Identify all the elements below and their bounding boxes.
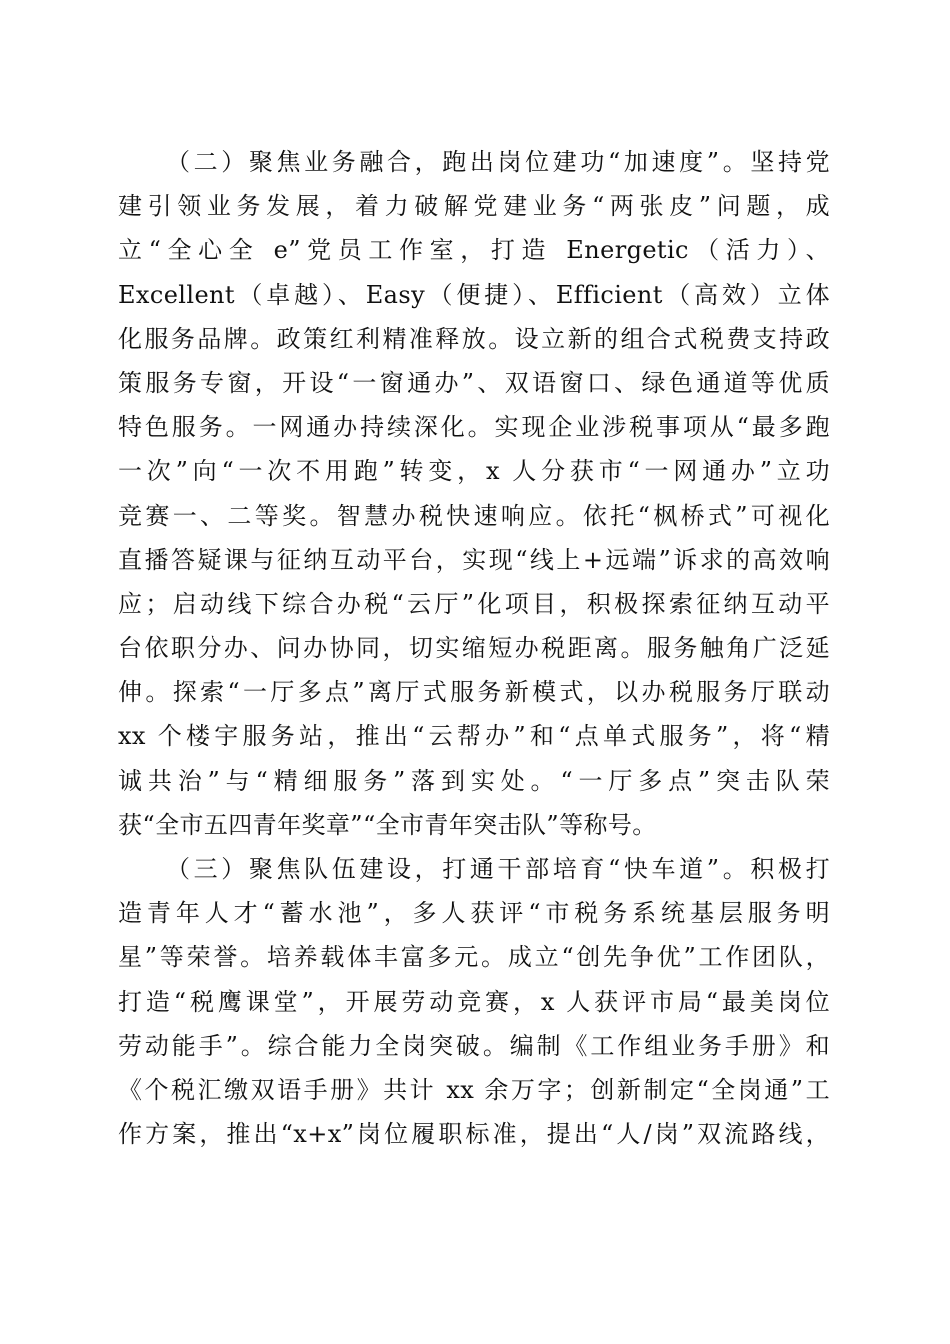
text-line: 竞赛一、二等奖。智慧办税快速响应。依托“枫桥式”可视化	[118, 501, 830, 530]
text-line: xx 个楼宇服务站，推出“云帮办”和“点单式服务”，将“精	[118, 722, 830, 751]
text-line: （三）聚焦队伍建设，打通干部培育“快车道”。积极打	[166, 855, 830, 883]
text-line: Excellent（卓越）、Easy（便捷）、Efficient（高效）立体	[118, 280, 830, 309]
text-line: 策服务专窗，开设“一窗通办”、双语窗口、绿色通道等优质	[118, 368, 830, 397]
text-line: 特色服务。一网通办持续深化。实现企业涉税事项从“最多跑	[118, 413, 830, 442]
text-line: 《个税汇缴双语手册》共计 xx 余万字；创新制定“全岗通”工	[118, 1075, 830, 1104]
text-line: 应；启动线下综合办税“云厅”化项目，积极探索征纳互动平	[118, 589, 830, 618]
text-line: 劳动能手”。综合能力全岗突破。编制《工作组业务手册》和	[118, 1031, 830, 1060]
text-line: 星”等荣誉。培养载体丰富多元。成立“创先争优”工作团队，	[118, 943, 830, 972]
document-page	[118, 140, 830, 1156]
text-line: 一次”向“一次不用跑”转变，x 人分获市“一网通办”立功	[118, 457, 830, 486]
paragraph-section-two	[118, 140, 830, 847]
text-line: 立“全心全 e”党员工作室，打造 Energetic（活力）、	[118, 236, 830, 265]
text-line: （二）聚焦业务融合，跑出岗位建功“加速度”。坚持党	[166, 148, 830, 176]
paragraph-section-three	[118, 847, 830, 1156]
text-line: 打造“税鹰课堂”，开展劳动竞赛，x 人获评市局“最美岗位	[118, 987, 830, 1016]
text-line: 化服务品牌。政策红利精准释放。设立新的组合式税费支持政	[118, 324, 830, 353]
text-line: 诚共治”与“精细服务”落到实处。“一厅多点”突击队荣	[118, 766, 830, 795]
text-line: 获“全市五四青年奖章”“全市青年突击队”等称号。	[118, 810, 657, 839]
text-line: 台依职分办、问办协同，切实缩短办税距离。服务触角广泛延	[118, 634, 830, 663]
text-line: 作方案，推出“x+x”岗位履职标准，提出“人/岗”双流路线，	[118, 1120, 830, 1149]
text-line: 造青年人才“蓄水池”，多人获评“市税务系统基层服务明	[118, 899, 830, 928]
text-line: 伸。探索“一厅多点”离厅式服务新模式，以办税服务厅联动	[118, 678, 830, 707]
text-line: 建引领业务发展，着力破解党建业务“两张皮”问题，成	[118, 192, 830, 221]
text-line: 直播答疑课与征纳互动平台，实现“线上+远端”诉求的高效响	[118, 545, 830, 574]
